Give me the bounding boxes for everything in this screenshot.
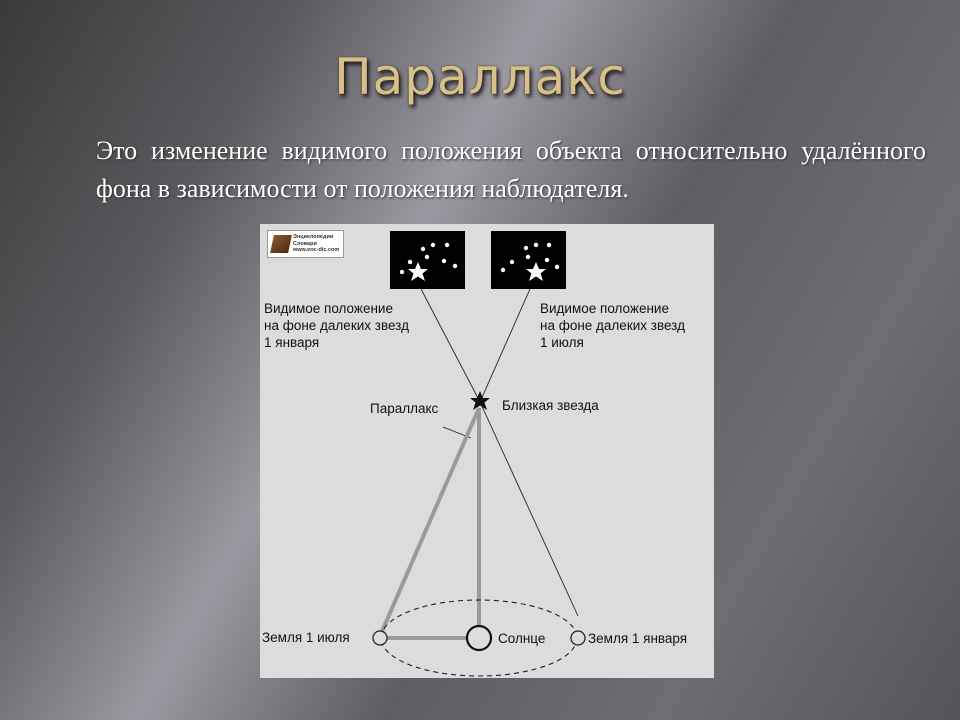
label-line: 1 июля	[540, 335, 584, 350]
logo-line-3: www.enc-dic.com	[293, 247, 340, 254]
logo-line-1: Энциклопедии	[293, 234, 334, 241]
star-field-july	[491, 231, 566, 289]
label-line: на фоне далеких звезд	[540, 318, 685, 333]
earth-circle-icon	[373, 631, 387, 645]
apparent-position-january-label	[264, 300, 409, 351]
slide-subtitle: Это изменение видимого положения объекта относительно удалённого фона в зависимости от положения наблюдателя.	[96, 136, 926, 203]
apparent-position-july-label	[540, 300, 685, 351]
near-star-label: Близкая звезда	[502, 398, 599, 413]
sight-line-to-earth-january	[480, 402, 578, 616]
near-star-icon	[470, 391, 490, 410]
star-field-january	[390, 231, 465, 289]
label-line: на фоне далеких звезд	[264, 318, 409, 333]
label-line: 1 января	[264, 335, 320, 350]
sight-line-july	[480, 289, 530, 402]
earth-january-label: Земля 1 января	[588, 631, 688, 646]
book-logo-icon	[270, 235, 292, 253]
sun-label: Солнце	[498, 631, 546, 646]
label-line: Видимое положение	[264, 301, 393, 316]
logo-line-2: Словари	[293, 240, 317, 247]
slide-title: Параллакс	[334, 48, 626, 106]
sun-circle-icon	[467, 626, 491, 650]
parallax-label: Параллакс	[370, 401, 439, 416]
sight-line-january	[421, 289, 480, 402]
encyclopedia-logo	[267, 230, 344, 258]
earth-circle-icon	[571, 631, 585, 645]
earth-july-label: Земля 1 июля	[262, 630, 350, 645]
parallax-diagram	[260, 224, 714, 678]
triangle-hypotenuse	[380, 408, 479, 636]
label-line: Видимое положение	[540, 301, 669, 316]
diagram-drawing	[260, 224, 714, 678]
